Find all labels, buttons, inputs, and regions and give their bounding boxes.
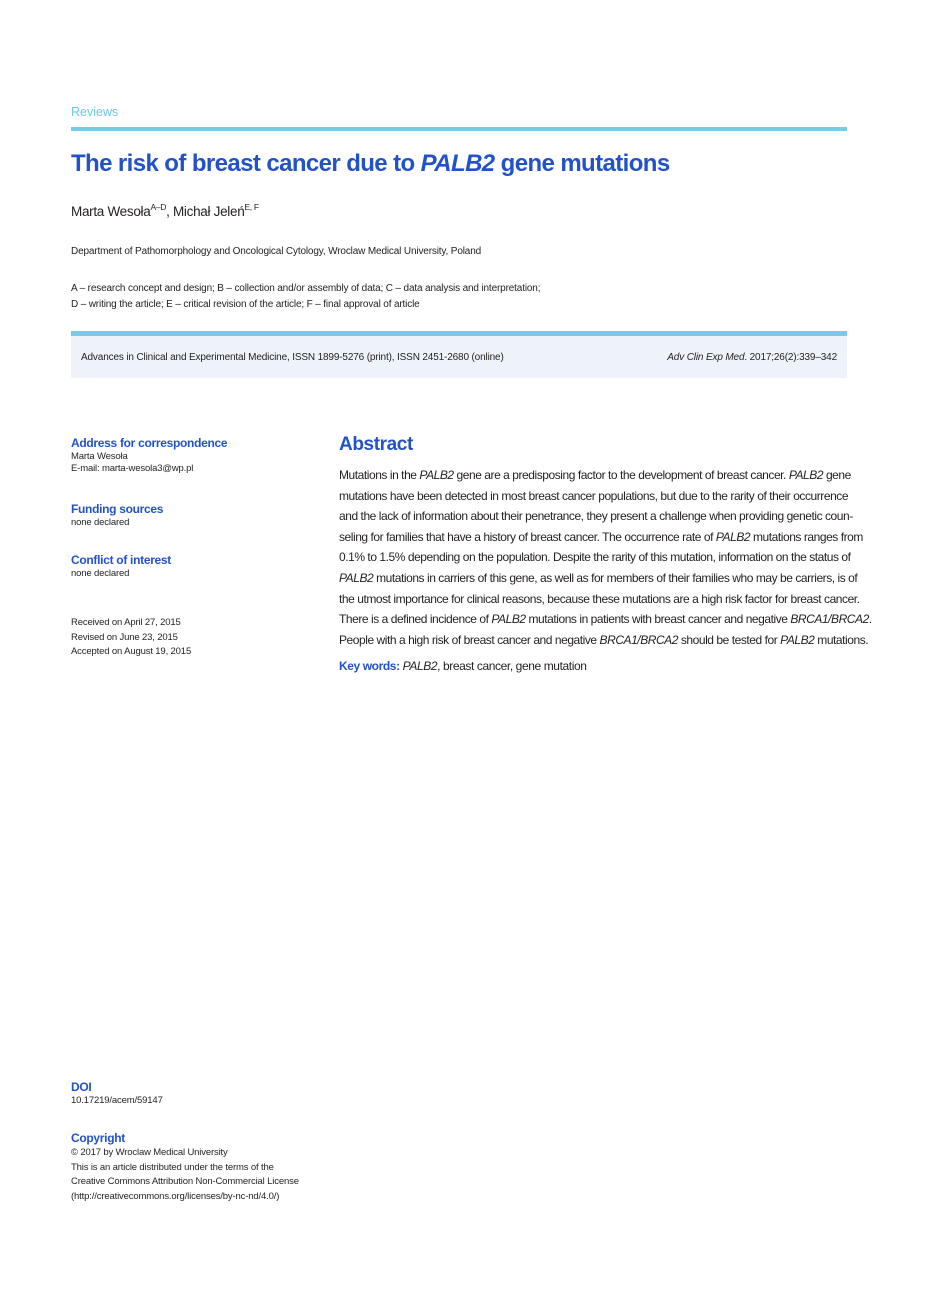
gene-name: BRCA1/BRCA2 — [599, 632, 678, 647]
correspondence-email[interactable]: E-mail: marta-wesola3@wp.pl — [71, 462, 194, 474]
correspondence-name: Marta Wesoła — [71, 451, 128, 462]
title-part: The risk of breast cancer due to — [71, 150, 421, 177]
section-label: Reviews — [71, 105, 119, 119]
article-title — [71, 150, 670, 178]
accepted-date: Accepted on August 19, 2015 — [71, 646, 192, 657]
abstract-text: mutations ranges from — [750, 529, 863, 544]
title-part: gene mutations — [494, 150, 670, 177]
author-name: Michał Jeleń — [172, 204, 245, 219]
author-name: Marta Wesoła — [71, 204, 151, 219]
correspondence-heading: Address for correspondence — [71, 436, 228, 450]
revised-date: Revised on June 23, 2015 — [71, 631, 178, 643]
abstract-line — [339, 465, 851, 486]
abstract-text: People with a high risk of breast cancer and negative — [339, 632, 600, 647]
conflict-block — [71, 553, 301, 580]
contribution-line: A – research concept and design; B – collection and/or assembly of data; C – data analysis and interpretation; — [71, 283, 541, 294]
conflict-text: none declared — [71, 568, 130, 579]
abstract-text: mutations in carriers of this gene, as well as for members of their families who may be carriers, is of — [373, 570, 858, 585]
funding-block — [71, 502, 301, 529]
abstract-heading: Abstract — [339, 434, 413, 455]
gene-name: PALB2 — [491, 612, 526, 627]
license-url[interactable]: (http://creativecommons.org/licenses/by-nc-nd/4.0/) — [71, 1190, 280, 1202]
received-date: Received on April 27, 2015 — [71, 617, 181, 628]
gene-name: PALB2 — [419, 468, 454, 482]
keyword-gene: PALB2 — [402, 659, 438, 673]
abstract-text: Mutations in the — [339, 468, 420, 482]
journal-abbr: Adv Clin Exp Med — [667, 352, 745, 363]
contribution-line: D – writing the article; E – critical revision of the article; F – final approval of article — [71, 299, 420, 310]
funding-text: none declared — [71, 517, 130, 528]
author-separator: , — [166, 204, 173, 219]
abstract-text: mutations. — [814, 632, 869, 647]
funding-heading: Funding sources — [71, 502, 164, 516]
abstract-line: 0.1% to 1.5% depending on the population. Despite the rarity of this mutation, information on the status of — [339, 550, 851, 565]
copyright-heading: Copyright — [71, 1131, 125, 1145]
abstract-text: should be tested for — [677, 632, 781, 647]
copyright-line: © 2017 by Wroclaw Medical University — [71, 1147, 228, 1158]
author-contrib: E, F — [244, 202, 259, 212]
correspondence-block — [71, 436, 301, 474]
copyright-line: This is an article distributed under the terms of the — [71, 1161, 274, 1173]
abstract-text: seling for families that have a history of breast cancer. The occurrence rate of — [339, 529, 716, 544]
gene-name: BRCA1/BRCA2 — [790, 612, 869, 627]
abstract-line — [339, 568, 858, 589]
abstract-body — [339, 465, 872, 650]
author-list — [71, 204, 259, 219]
copyright-line: Creative Commons Attribution Non-Commercial License — [71, 1176, 299, 1187]
abstract-line — [339, 609, 872, 630]
gene-name: PALB2 — [715, 529, 751, 544]
abstract-line: the utmost importance for clinical reasons, because these mutations are a high risk factor for breast cancer. — [339, 591, 860, 606]
keywords — [339, 659, 587, 673]
abstract-text: gene are a predisposing factor to the development of breast cancer. — [453, 468, 789, 482]
doi-heading: DOI — [71, 1080, 92, 1094]
abstract-text: . — [868, 612, 872, 627]
dates-block — [71, 616, 301, 660]
gene-name: PALB2 — [339, 570, 374, 585]
title-gene: PALB2 — [420, 150, 495, 177]
doi-text[interactable]: 10.17219/acem/59147 — [71, 1095, 163, 1106]
journal-issn: Advances in Clinical and Experimental Medicine, ISSN 1899-5276 (print), ISSN 2451-2680 (online) — [81, 352, 504, 363]
abstract-text: mutations in patients with breast cancer and negative — [525, 612, 791, 627]
author-contrib: A–D — [150, 202, 167, 212]
affiliation: Department of Pathomorphology and Oncological Cytology, Wroclaw Medical University, Poland — [71, 246, 482, 257]
abstract-line: and the lack of information about their penetrance, they present a challenge when providing genetic coun- — [339, 509, 853, 524]
abstract-line — [339, 630, 869, 651]
gene-name: PALB2 — [788, 468, 824, 482]
journal-volume: . 2017;26(2):339–342 — [744, 352, 837, 363]
top-divider — [71, 127, 847, 131]
abstract-line: mutations have been detected in most breast cancer populations, but due to the rarity of their occurrence — [339, 488, 849, 503]
abstract-line — [339, 527, 863, 548]
conflict-heading: Conflict of interest — [71, 553, 172, 567]
keywords-rest: , breast cancer, gene mutation — [437, 659, 587, 673]
abstract-text: There is a defined incidence of — [339, 612, 492, 627]
keywords-label: Key words: — [339, 659, 400, 673]
journal-info-bar — [71, 331, 847, 378]
journal-citation — [667, 352, 837, 363]
doi-block — [71, 1080, 301, 1107]
copyright-block — [71, 1131, 301, 1204]
abstract-text: gene — [823, 468, 851, 482]
gene-name: PALB2 — [780, 632, 815, 647]
contributions — [71, 281, 540, 313]
